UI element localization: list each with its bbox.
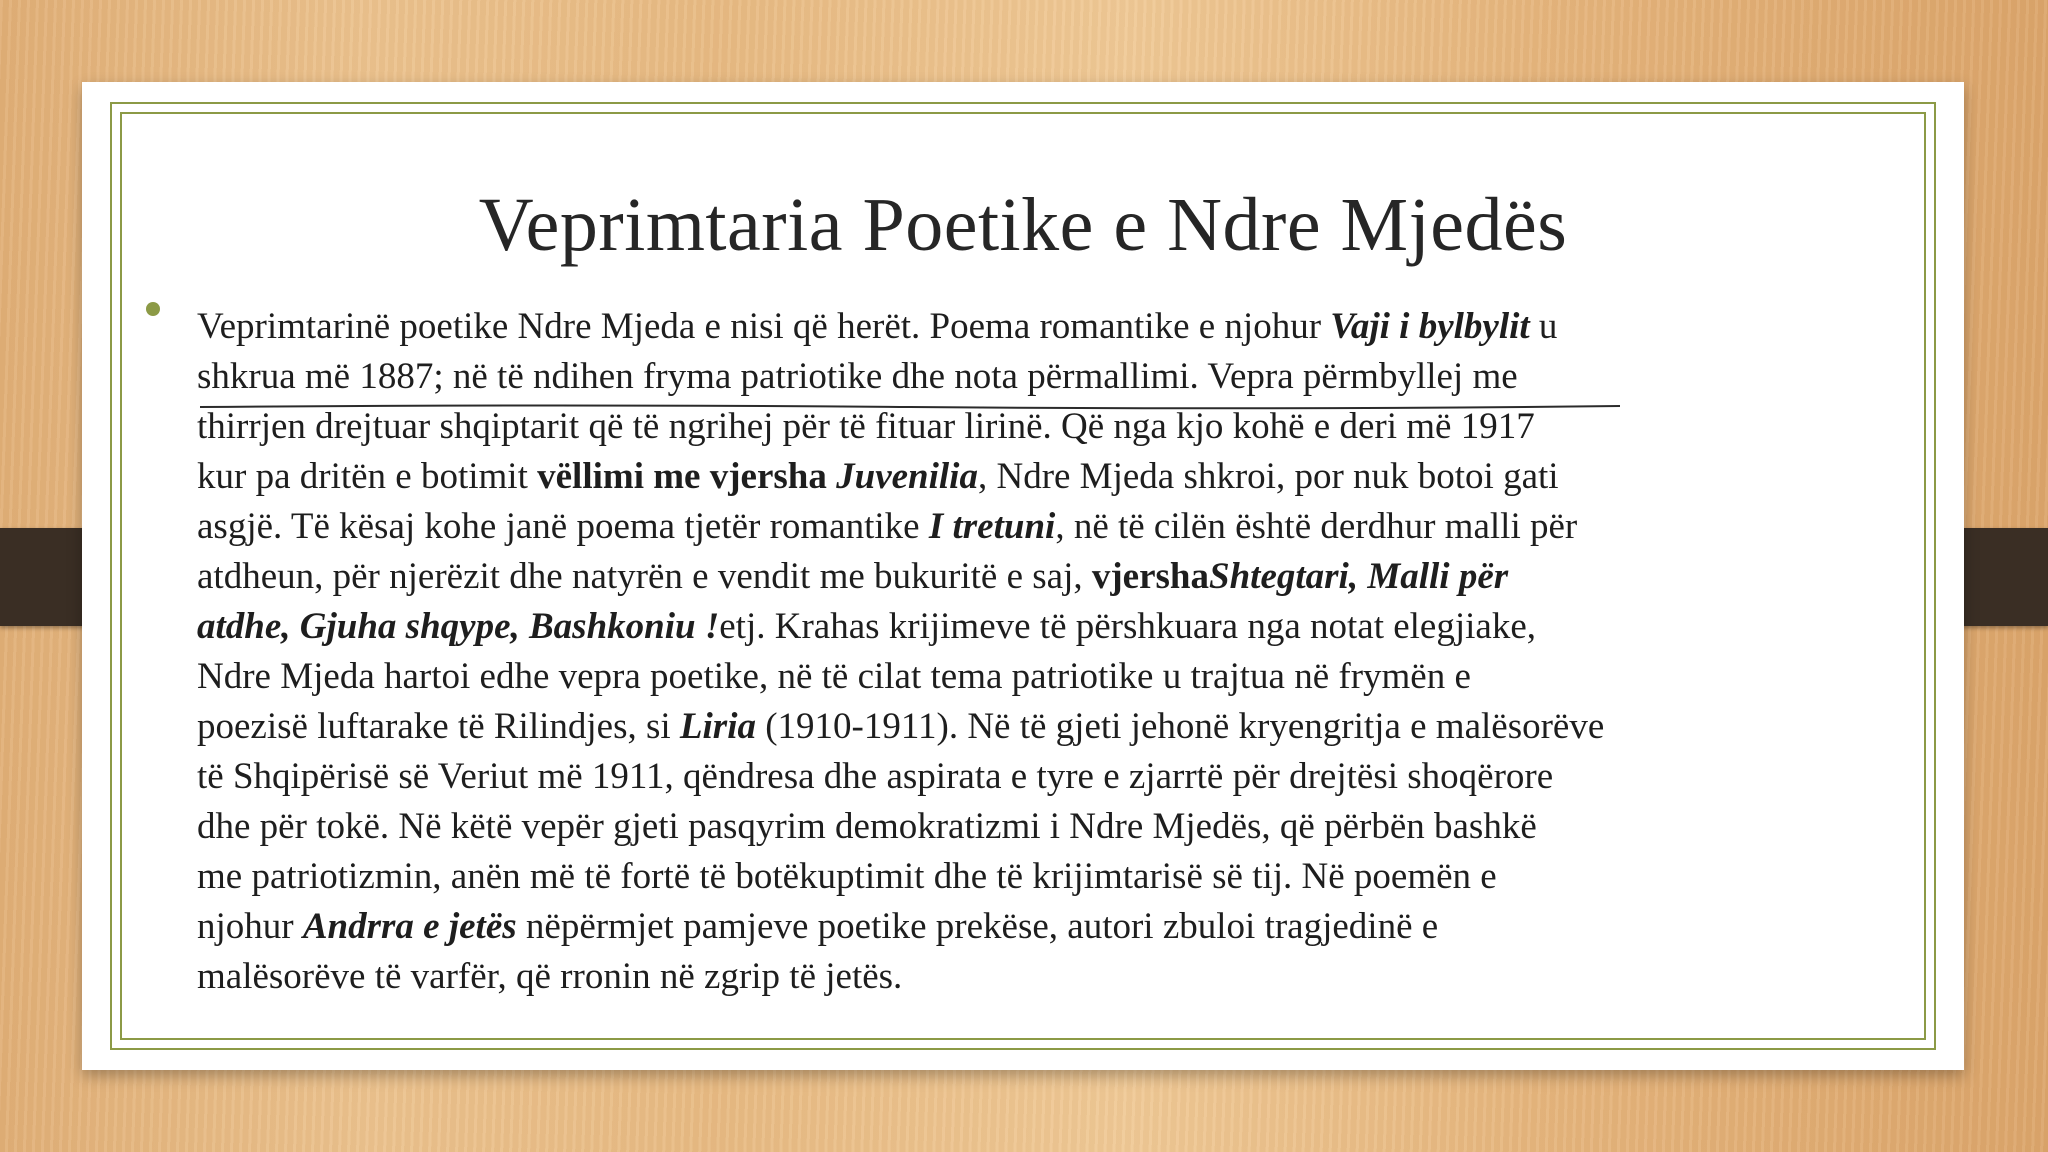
text-line: njohur Andrra e jetës nëpërmjet pamjeve poetike prekëse, autori zbuloi tragjedinë e	[197, 906, 1439, 947]
bold-phrase: vjersha	[1091, 556, 1210, 597]
slide-card	[82, 82, 1964, 1070]
slide-body-paragraph	[197, 302, 1977, 1002]
slide-title: Veprimtaria Poetike e Ndre Mjedës	[478, 183, 1568, 267]
text-line: asgjë. Të kësaj kohe janë poema tjetër romantike I tretuni, në të cilën është derdhur malli për	[197, 506, 1578, 547]
text-line: Veprimtarinë poetike Ndre Mjeda e nisi që herët. Poema romantike e njohur Vaji i bylbylit u	[197, 306, 1558, 347]
text-line: dhe për tokë. Në këtë vepër gjeti pasqyrim demokratizmi i Ndre Mjedës, që përbën bashkë	[197, 806, 1537, 847]
work-title: Andrra e jetës	[302, 906, 517, 947]
text-line: malësorëve të varfër, që rronin në zgrip të jetës.	[197, 956, 903, 997]
text-line: atdhe, Gjuha shqype, Bashkoniu !etj. Krahas krijimeve të përshkuara nga notat elegjiake,	[197, 606, 1536, 647]
text-line: thirrjen drejtuar shqiptarit që të ngrihej për të fituar lirinë. Që nga kjo kohë e deri më 1917	[197, 406, 1535, 447]
text-line: poezisë luftarake të Rilindjes, si Liria (1910-1911). Në të gjeti jehonë kryengritja e malësorëve	[197, 706, 1605, 747]
work-title: I tretuni	[928, 506, 1056, 547]
bold-phrase: vëllimi me vjersha	[537, 456, 837, 497]
text-line: të Shqipërisë së Veriut më 1911, qëndresa dhe aspirata e tyre e zjarrtë për drejtësi shoqërore	[197, 756, 1554, 797]
text-line: Ndre Mjeda hartoi edhe vepra poetike, në të cilat tema patriotike u trajtua në frymën e	[197, 656, 1471, 697]
work-title: Vaji i bylbylit	[1330, 306, 1530, 347]
work-title: Liria	[679, 706, 756, 747]
work-title: Shtegtari, Malli për	[1209, 556, 1509, 597]
text-line: shkrua më 1887; në të ndihen fryma patriotike dhe nota përmallimi. Vepra përmbyllej me	[197, 356, 1518, 397]
text-line: me patriotizmin, anën më të fortë të botëkuptimit dhe të krijimtarisë së tij. Në poemën e	[197, 856, 1497, 897]
work-title: atdhe, Gjuha shqype, Bashkoniu !	[197, 606, 720, 647]
text-line: kur pa dritën e botimit vëllimi me vjersha Juvenilia, Ndre Mjeda shkroi, por nuk botoi gati	[197, 456, 1559, 497]
bullet-dot-icon	[146, 302, 160, 316]
text-line: atdheun, për njerëzit dhe natyrën e vendit me bukuritë e saj, vjershaShtegtari, Malli për	[197, 556, 1509, 597]
work-title: Juvenilia	[836, 456, 978, 497]
